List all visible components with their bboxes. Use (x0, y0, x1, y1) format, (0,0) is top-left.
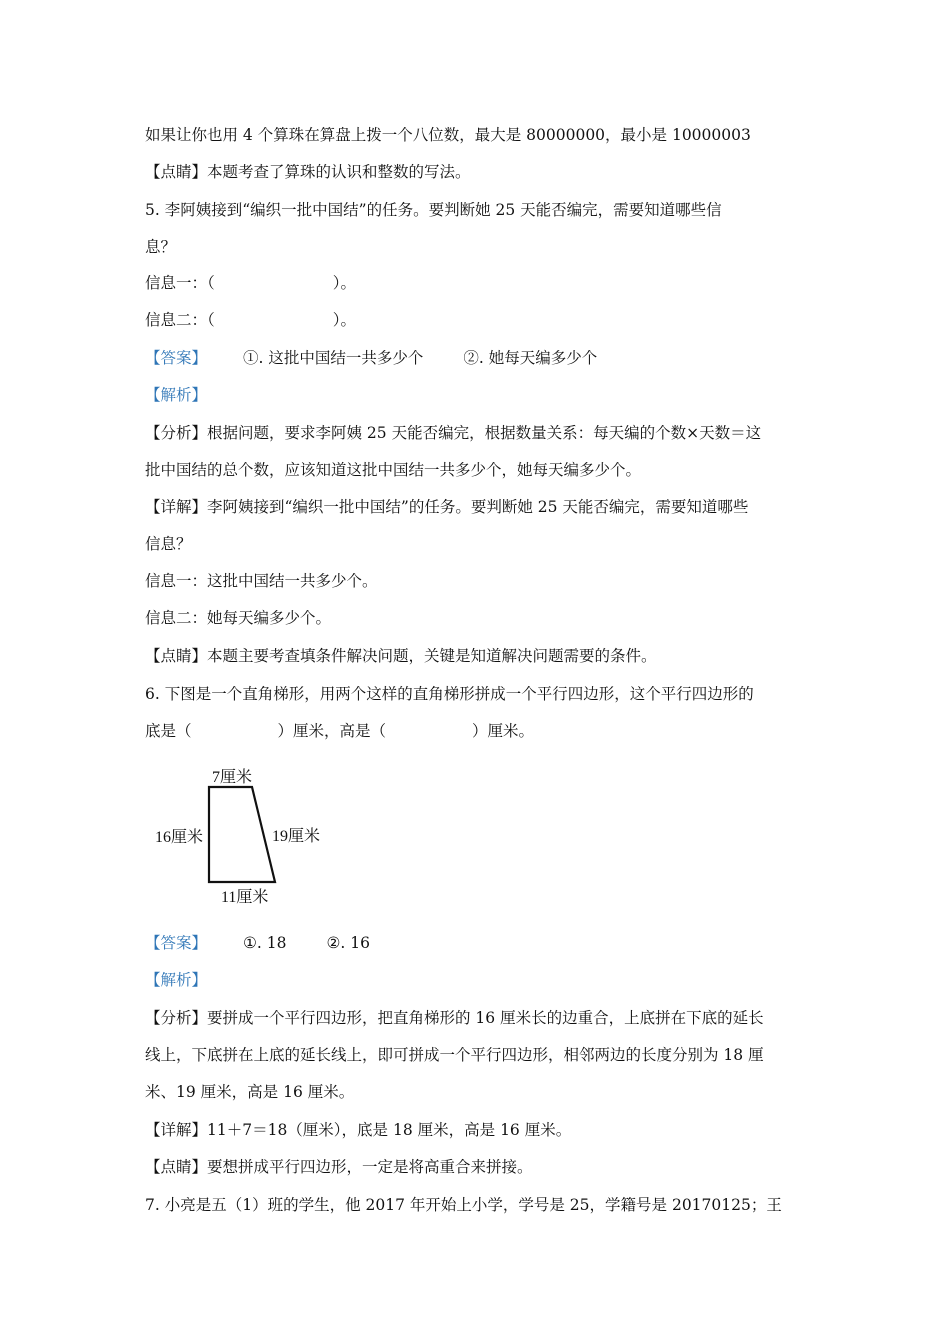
q5-xiangjie-line1: 【详解】李阿姨接到“编织一批中国结”的任务。要判断她 25 天能否编完，需要知道哪些 (145, 498, 749, 516)
q5-fenxi-line2: 批中国结的总个数，应该知道这批中国结一共多少个，她每天编多少个。 (145, 461, 642, 479)
q6-fenxi-line1: 【分析】要拼成一个平行四边形，把直角梯形的 16 厘米长的边重合，上底拼在下底的延长 (145, 1009, 764, 1027)
q5-xiangjie-line2: 信息？ (145, 535, 192, 553)
q5-info2-end: ）。 (332, 311, 357, 329)
q6-answer-tag: 【答案】 (145, 934, 208, 952)
figure-label-top: 7厘米 (212, 769, 253, 786)
figure-label-left: 16厘米 (155, 829, 204, 846)
q6-fenxi-line3: 米、19 厘米，高是 16 厘米。 (145, 1083, 355, 1101)
q5-answer-tag: 【答案】 (145, 349, 208, 367)
figure-label-right: 19厘米 (272, 828, 321, 845)
q5-info1-label: 信息一：（ (145, 274, 215, 292)
figure-label-bottom: 11厘米 (221, 889, 269, 906)
q5-fenxi-line1: 【分析】根据问题，要求李阿姨 25 天能否编完，根据数量关系：每天编的个数×天数＝这 (145, 424, 762, 442)
q5-xiangjie-info2: 信息二：她每天编多少个。 (145, 609, 332, 627)
q7-question-line1: 7. 小亮是五（1）班的学生，他 2017 年开始上小学，学号是 25，学籍号是 20170125；王 (145, 1196, 782, 1214)
q5-xiangjie-info1: 信息一：这批中国结一共多少个。 (145, 572, 378, 590)
q6-q-part-a: 底是（ (145, 722, 192, 740)
q6-q-part-c: ）厘米。 (472, 722, 535, 740)
q6-answer-row (145, 932, 370, 954)
q6-dianjing: 【点睛】要想拼成平行四边形，一定是将高重合来拼接。 (145, 1158, 533, 1176)
q5-dianjing: 【点睛】本题主要考查填条件解决问题，关键是知道解决问题需要的条件。 (145, 647, 657, 665)
q5-answer-2: ②. 她每天编多少个 (463, 349, 598, 367)
paragraph-top: 如果让你也用 4 个算珠在算盘上拨一个八位数，最大是 80000000，最小是 10000003 (145, 126, 751, 144)
q5-answer-1: ①. 这批中国结一共多少个 (243, 349, 424, 367)
q6-answer-1: ①. 18 (243, 934, 287, 952)
q6-fenxi-line2: 线上，下底拼在上底的延长线上，即可拼成一个平行四边形，相邻两边的长度分别为 18 厘 (145, 1046, 764, 1064)
q6-q-part-b: ）厘米，高是（ (277, 722, 387, 740)
q6-answer-2: ②. 16 (326, 934, 370, 952)
q6-xiangjie: 【详解】11＋7＝18（厘米），底是 18 厘米，高是 16 厘米。 (145, 1121, 572, 1139)
q5-info1-end: ）。 (332, 274, 357, 292)
q6-jiexi-tag: 【解析】 (145, 971, 208, 989)
q5-question-line2: 息？ (145, 238, 177, 256)
q5-jiexi-tag: 【解析】 (145, 386, 208, 404)
right-trapezoid-shape (209, 787, 275, 882)
q5-question-line1: 5. 李阿姨接到“编织一批中国结”的任务。要判断她 25 天能否编完，需要知道哪些信 (145, 201, 722, 219)
q4-dianjing: 【点睛】本题考查了算珠的认识和整数的写法。 (145, 163, 471, 181)
q5-info2-label: 信息二：（ (145, 311, 215, 329)
q6-question-line1: 6. 下图是一个直角梯形，用两个这样的直角梯形拼成一个平行四边形，这个平行四边形的 (145, 685, 754, 703)
